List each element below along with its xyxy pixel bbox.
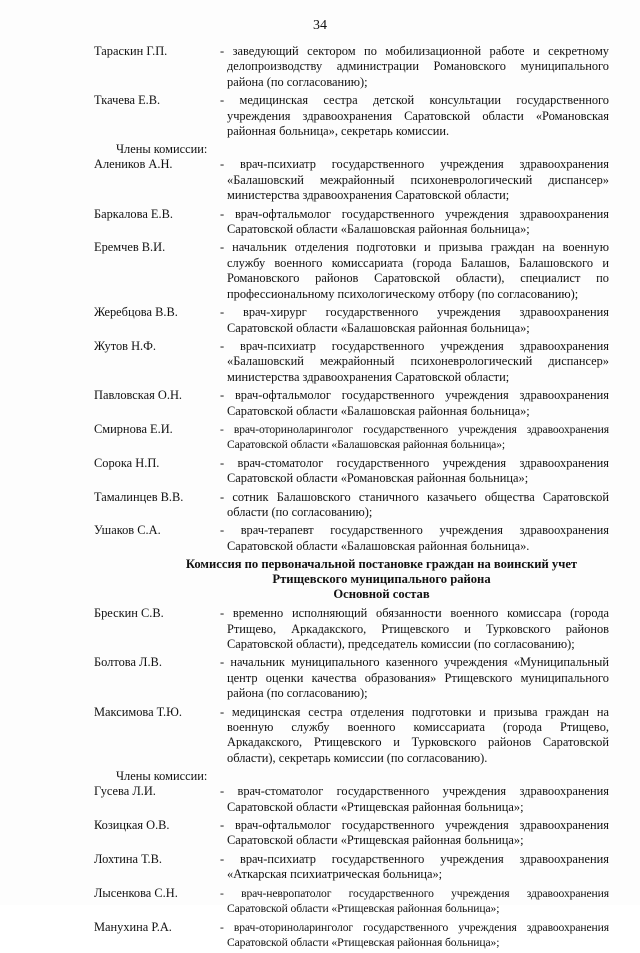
member-name: Сорока Н.П. (94, 455, 160, 470)
member-entry (94, 705, 609, 767)
member-name: Алеников А.Н. (94, 157, 173, 172)
member-description: - врач-стоматолог государственного учреждения здравоохранения Саратовской области «Романовская районная больница»; (220, 455, 609, 486)
entries-block-2 (94, 157, 609, 554)
member-name: Ткачева Е.В. (94, 93, 161, 108)
member-entry (94, 422, 609, 453)
member-name: Тараскин Г.П. (94, 44, 168, 58)
members-label: Члены комиссии: (116, 142, 208, 157)
member-description: - врач-психиатр государственного учреждения здравоохранения «Балашовский межрайонный психоневрологический диспансер» министерства здравоохранения Саратовской области; (220, 157, 609, 203)
member-description: - начальник муниципального казенного учреждения «Муниципальный центр оценки качества образования» Ртищевского муниципального района (по согласованию); (220, 655, 609, 701)
member-name: Манухина Р.А. (94, 919, 172, 934)
member-description: - врач-психиатр государственного учреждения здравоохранения «Балашовский межрайонный психоневрологический диспансер» министерства здравоохранения Саратовской области; (220, 338, 609, 384)
member-name: Болтова Л.В. (94, 655, 162, 670)
entries-block-4 (94, 784, 609, 950)
member-description: - начальник отделения подготовки и призыва граждан на военную службу военного комиссариата (города Балашов, Балашовского и Романовского районов Саратовской области), специалист по профессиональному психологическому отбору (по согласованию); (220, 240, 609, 301)
member-description: - врач-офтальмолог государственного учреждения здравоохранения Саратовской области «Ртищевская районная больница»; (220, 818, 609, 848)
member-name: Баркалова Е.В. (94, 206, 173, 221)
member-name: Павловская О.Н. (94, 388, 183, 403)
member-entry (94, 852, 609, 883)
commission-heading (94, 557, 609, 602)
member-entry (94, 886, 609, 917)
member-entry (94, 157, 609, 203)
member-description: - врач-оториноларинголог государственного учреждения здравоохранения Саратовской области «Балашовская районная больница»; (220, 422, 609, 452)
member-entry (94, 339, 609, 385)
member-name: Тамалинцев В.В. (94, 489, 184, 504)
commission-heading-line: Комиссия по первоначальной постановке граждан на воинский учет (185, 557, 578, 572)
member-description: - врач-оториноларинголог государственного учреждения здравоохранения Саратовской области «Ртищевская районная больница»; (220, 920, 609, 949)
member-entry (94, 784, 609, 815)
member-entry (94, 606, 609, 652)
member-description: - врач-невропатолог государственного учреждения здравоохранения Саратовской области «Ртищевская районная больница»; (220, 886, 609, 916)
member-entry (94, 655, 609, 701)
member-description: - временно исполняющий обязанности военного комиссара (города Ртищево, Аркадакского, Ртищевского и Турковского районов Саратовской области), председатель комиссии (по согласованию); (220, 606, 609, 651)
page-number: 34 (313, 18, 327, 33)
commission-heading-line: Ртищевского муниципального района (272, 572, 491, 587)
member-name: Смирнова Е.И. (94, 421, 173, 436)
member-name: Гусева Л.И. (94, 784, 156, 799)
member-entry (94, 44, 609, 90)
member-description: - заведующий сектором по мобилизационной работе и секретному делопроизводству администрации Романовского муниципального района (по согласованию); (220, 44, 609, 89)
member-description: - врач-терапевт государственного учреждения здравоохранения Саратовской области «Балашовская районная больница». (220, 523, 609, 553)
members-label: Члены комиссии: (116, 769, 208, 784)
member-entry (94, 207, 609, 238)
member-entry (94, 818, 609, 849)
member-description: - врач-офтальмолог государственного учреждения здравоохранения Саратовской области «Балашовская районная больница»; (220, 388, 609, 418)
commission-heading-line: Основной состав (333, 587, 430, 602)
member-name: Ушаков С.А. (94, 523, 161, 538)
member-description: - медицинская сестра отделения подготовки и призыва граждан на военную службу военного комиссариата (города Ртищево, Аркадакского, Ртищевского и Турковского районов Саратовской области), секретарь комиссии (по согласованию). (220, 704, 609, 765)
member-description: - врач-стоматолог государственного учреждения здравоохранения Саратовской области «Ртищевская районная больница»; (220, 784, 609, 814)
member-name: Максимова Т.Ю. (94, 704, 182, 719)
member-name: Жеребцова В.В. (94, 305, 178, 320)
member-description: - врач-хирург государственного учреждения здравоохранения Саратовской области «Балашовская районная больница»; (220, 305, 609, 335)
member-name: Лысенкова С.Н. (94, 885, 178, 900)
member-entry (94, 920, 609, 951)
member-entry (94, 388, 609, 419)
member-entry (94, 490, 609, 521)
member-description: - медицинская сестра детской консультации государственного учреждения здравоохранения Саратовской области «Романовская районная больница», секретарь комиссии. (220, 93, 609, 139)
member-entry (94, 456, 609, 487)
document-body (94, 44, 609, 953)
member-description: - врач-психиатр государственного учреждения здравоохранения «Аткарская психиатрическая больница»; (220, 851, 609, 882)
member-entry (94, 240, 609, 302)
member-name: Козицкая О.В. (94, 818, 170, 833)
member-name: Лохтина Т.В. (94, 851, 162, 866)
member-entry (94, 305, 609, 336)
entries-block-3 (94, 606, 609, 766)
member-name: Еремчев В.И. (94, 240, 166, 255)
member-entry (94, 93, 609, 139)
member-description: - сотник Балашовского станичного казачьего общества Саратовской области (по согласованию); (220, 489, 609, 519)
member-name: Брескин С.В. (94, 606, 164, 621)
member-entry (94, 523, 609, 554)
member-description: - врач-офтальмолог государственного учреждения здравоохранения Саратовской области «Балашовская районная больница»; (220, 206, 609, 237)
entries-block-1 (94, 44, 609, 139)
member-name: Жутов Н.Ф. (94, 338, 157, 353)
